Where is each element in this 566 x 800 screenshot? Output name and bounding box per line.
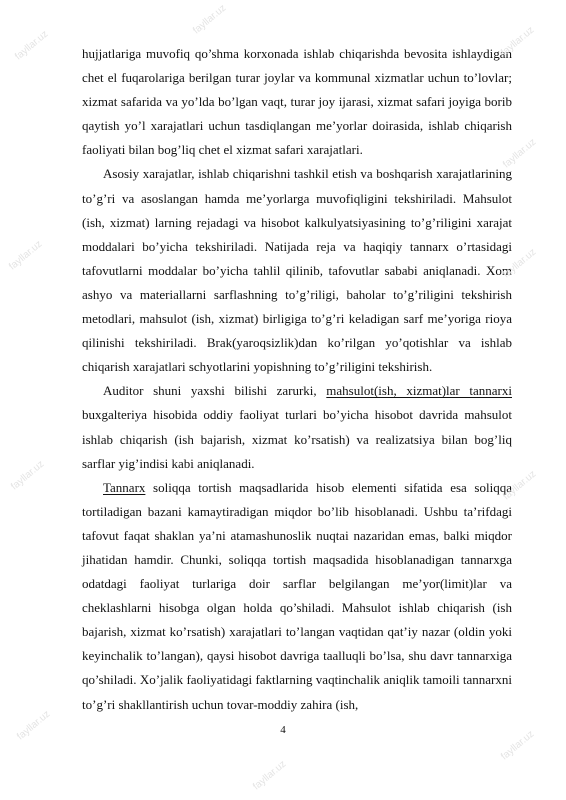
underlined-term-tannarx: Tannarx — [103, 479, 146, 495]
paragraph-1-text: hujjatlariga muvofiq qo’shma korxonada ishlab chiqarishda bevosita ishlaydigan chet el fuqarolariga berilgan turar joylar va kommunal xizmatlar uchun to’lovlar; xizmat safarida va yo’lda bo’lgan vaqt, turar joy ijarasi, xizmat safari joyiga borib qaytish yo’l xarajatlari uchun tasdiqlangan me’yorlar doirasida, ishlab chiqarish faoliyati bilan bog’liq chet el xizmat safari xarajatlari. — [82, 46, 512, 158]
watermark: fayllar.uz — [7, 238, 45, 273]
paragraph-3 — [82, 379, 512, 475]
watermark: fayllar.uz — [501, 136, 539, 171]
underlined-term-tannarxi: mahsulot(ish, xizmat)lar tannarxi — [326, 383, 512, 399]
paragraph-2-text: Asosiy xarajatlar, ishlab chiqarishni tashkil etish va boshqarish xarajatlarining to’g’ri va asoslangan hamda me’yorlarga muvofiqligini tekshiriladi. Mahsulot (ish, xizmat) larning rejadagi va hisobot kalkulyatsiyasining to’g’riligini xarajat moddalari bo’yicha tekshiriladi. Natijada reja va haqiqiy tannarx o’rtasidagi tafovutlarni moddalar bo’yicha tahlil qilinib, tafovutlar sababi aniqlanadi. Xom ashyo va materiallarni sarflashning to’g’riligi, baholar to’g’riligini tekshirish metodlari, mahsulot (ish, xizmat) birligiga to’g’ri keladigan sarf me’yoriga rioya qilinishi tekshiriladi. Brak(yaroqsizlik)dan ko’rilgan yo’qotishlar va ishlab chiqarish xarajatlari schyotlarini yopishning to’g’riligini tekshirish. — [82, 166, 512, 375]
page-number: 4 — [280, 724, 286, 736]
paragraph-4 — [82, 476, 512, 717]
watermark: fayllar.uz — [13, 28, 51, 63]
watermark: fayllar.uz — [9, 458, 47, 493]
watermark: fayllar.uz — [501, 468, 539, 503]
watermark: fayllar.uz — [501, 246, 539, 281]
watermark: fayllar.uz — [251, 758, 289, 793]
paragraph-1 — [82, 42, 512, 162]
document-page — [82, 42, 512, 717]
watermark: fayllar.uz — [499, 24, 537, 59]
watermark: fayllar.uz — [499, 728, 537, 763]
watermark: fayllar.uz — [191, 2, 229, 37]
paragraph-2 — [82, 162, 512, 379]
watermark: fayllar.uz — [15, 708, 53, 743]
paragraph-3-text-end: buxgalteriya hisobida oddiy faoliyat turlari bo’yicha hisobot davrida mahsulot ishlab chiqarish (ish bajarish, xizmat ko’rsatish) va realizatsiya bilan bog’liq sarflar yig’indisi kabi aniqlanadi. — [82, 407, 512, 471]
paragraph-3-text-start: Auditor shuni yaxshi bilishi zarurki, — [103, 383, 327, 399]
paragraph-4-text: soliqqa tortish maqsadlarida hisob elementi sifatida esa soliqqa tortiladigan bazani kamaytiradigan miqdor bo’lib hisoblanadi. Ushbu ta’rifdagi tafovut faqat shaklan ya’ni atamashunoslik nuqtai nazaridan emas, balki miqdor jihatidan hamdir. Chunki, soliqqa tortish maqsadida hisoblanadigan tannarxga odatdagi faoliyat turlariga doir sarflar belgilangan me’yor(limit)lar va cheklashlarni hisobga olgan holda qo’shiladi. Mahsulot ishlab chiqarish (ish bajarish, xizmat ko’rsatish) xarajatlari to’langan vaqtidan qat’iy nazar (oldin yoki keyinchalik to’langan), qaysi hisobot davriga taalluqli bo’lsa, shu davr tannarxiga qo’shiladi. Xo’jalik faoliyatidagi faktlarning vaqtinchalik aniqlik tamoili tannarxni to’g’ri shakllantirish uchun tovar-moddiy zahira (ish, — [82, 479, 512, 712]
